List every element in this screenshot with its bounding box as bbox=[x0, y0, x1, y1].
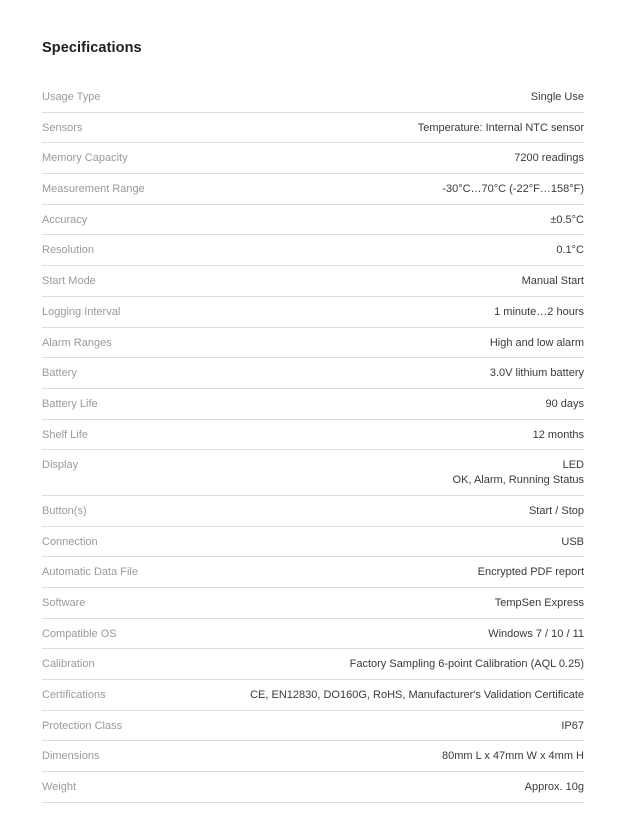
spec-value: TempSen Express bbox=[494, 597, 584, 609]
spec-label: Compatible OS bbox=[42, 627, 117, 640]
spec-label: Battery Life bbox=[42, 397, 98, 410]
spec-row-compatible-os bbox=[42, 619, 584, 650]
spec-row-display bbox=[42, 450, 584, 496]
spec-label: Display bbox=[42, 459, 79, 472]
spec-value: 7200 readings bbox=[514, 152, 584, 165]
spec-row-weight bbox=[42, 772, 584, 803]
spec-value: 12 months bbox=[532, 428, 584, 441]
spec-value: -30°C…70°C (-22°F…158°F) bbox=[442, 183, 584, 196]
spec-row-memory-capacity bbox=[42, 143, 584, 174]
spec-value: Temperature: Internal NTC sensor bbox=[417, 121, 584, 134]
spec-value: Manual Start bbox=[521, 275, 584, 288]
spec-value: Single Use bbox=[530, 91, 584, 103]
spec-label: Memory Capacity bbox=[42, 152, 128, 165]
spec-row-dimensions bbox=[42, 741, 584, 772]
spec-label: Calibration bbox=[42, 658, 95, 671]
spec-row-accuracy bbox=[42, 205, 584, 236]
spec-value: USB bbox=[561, 535, 584, 548]
spec-label: Usage Type bbox=[42, 91, 101, 103]
spec-row-start-mode bbox=[42, 266, 584, 297]
spec-label: Measurement Range bbox=[42, 183, 145, 196]
spec-value: IP67 bbox=[561, 719, 584, 732]
spec-row-measurement-range bbox=[42, 174, 584, 205]
spec-row-battery-life bbox=[42, 389, 584, 420]
spec-value: 90 days bbox=[545, 397, 584, 410]
spec-row-automatic-data-file bbox=[42, 557, 584, 588]
spec-label: Weight bbox=[42, 781, 77, 794]
spec-row-software bbox=[42, 588, 584, 619]
spec-label: Start Mode bbox=[42, 275, 96, 288]
spec-label: Protection Class bbox=[42, 719, 123, 732]
spec-value: 0.1°C bbox=[556, 244, 584, 257]
spec-label: Button(s) bbox=[42, 504, 87, 517]
spec-value-line: LED bbox=[562, 459, 584, 472]
spec-label: Sensors bbox=[42, 121, 83, 134]
spec-value: 80mm L x 47mm W x 4mm H bbox=[442, 750, 584, 763]
spec-row-logging-interval bbox=[42, 297, 584, 328]
spec-row-resolution bbox=[42, 235, 584, 266]
spec-label: Dimensions bbox=[42, 750, 100, 763]
spec-row-buttons bbox=[42, 496, 584, 527]
spec-label: Connection bbox=[42, 535, 98, 548]
spec-row-shelf-life bbox=[42, 420, 584, 451]
spec-row-usage-type bbox=[42, 82, 584, 113]
spec-value: Factory Sampling 6-point Calibration (AQL 0.25) bbox=[349, 658, 584, 671]
spec-row-calibration bbox=[42, 649, 584, 680]
spec-label: Automatic Data File bbox=[42, 566, 138, 579]
spec-label: Shelf Life bbox=[42, 428, 88, 441]
spec-value: Windows 7 / 10 / 11 bbox=[488, 627, 584, 640]
spec-value: 3.0V lithium battery bbox=[489, 367, 584, 380]
spec-label: Alarm Ranges bbox=[42, 336, 112, 349]
spec-value: High and low alarm bbox=[489, 336, 584, 349]
spec-value: Approx. 10g bbox=[524, 781, 584, 794]
spec-row-battery bbox=[42, 358, 584, 389]
spec-value bbox=[453, 458, 584, 487]
spec-label: Battery bbox=[42, 367, 77, 380]
spec-value: Encrypted PDF report bbox=[477, 566, 584, 579]
spec-label: Software bbox=[42, 597, 86, 609]
spec-value-line: OK, Alarm, Running Status bbox=[452, 473, 584, 486]
spec-row-alarm-ranges bbox=[42, 328, 584, 359]
spec-label: Certifications bbox=[42, 689, 106, 702]
spec-value: CE, EN12830, DO160G, RoHS, Manufacturer's Validation Certificate bbox=[250, 689, 584, 702]
section-title: Specifications bbox=[42, 40, 142, 56]
spec-table bbox=[42, 82, 584, 803]
spec-row-protection-class bbox=[42, 711, 584, 742]
spec-value: Start / Stop bbox=[528, 504, 584, 517]
spec-row-certifications bbox=[42, 680, 584, 711]
spec-row-connection bbox=[42, 527, 584, 558]
spec-label: Accuracy bbox=[42, 213, 88, 226]
spec-label: Logging Interval bbox=[42, 305, 121, 318]
spec-value: ±0.5°C bbox=[550, 213, 584, 226]
spec-value: 1 minute…2 hours bbox=[494, 305, 584, 318]
spec-label: Resolution bbox=[42, 244, 94, 257]
spec-row-sensors bbox=[42, 113, 584, 144]
